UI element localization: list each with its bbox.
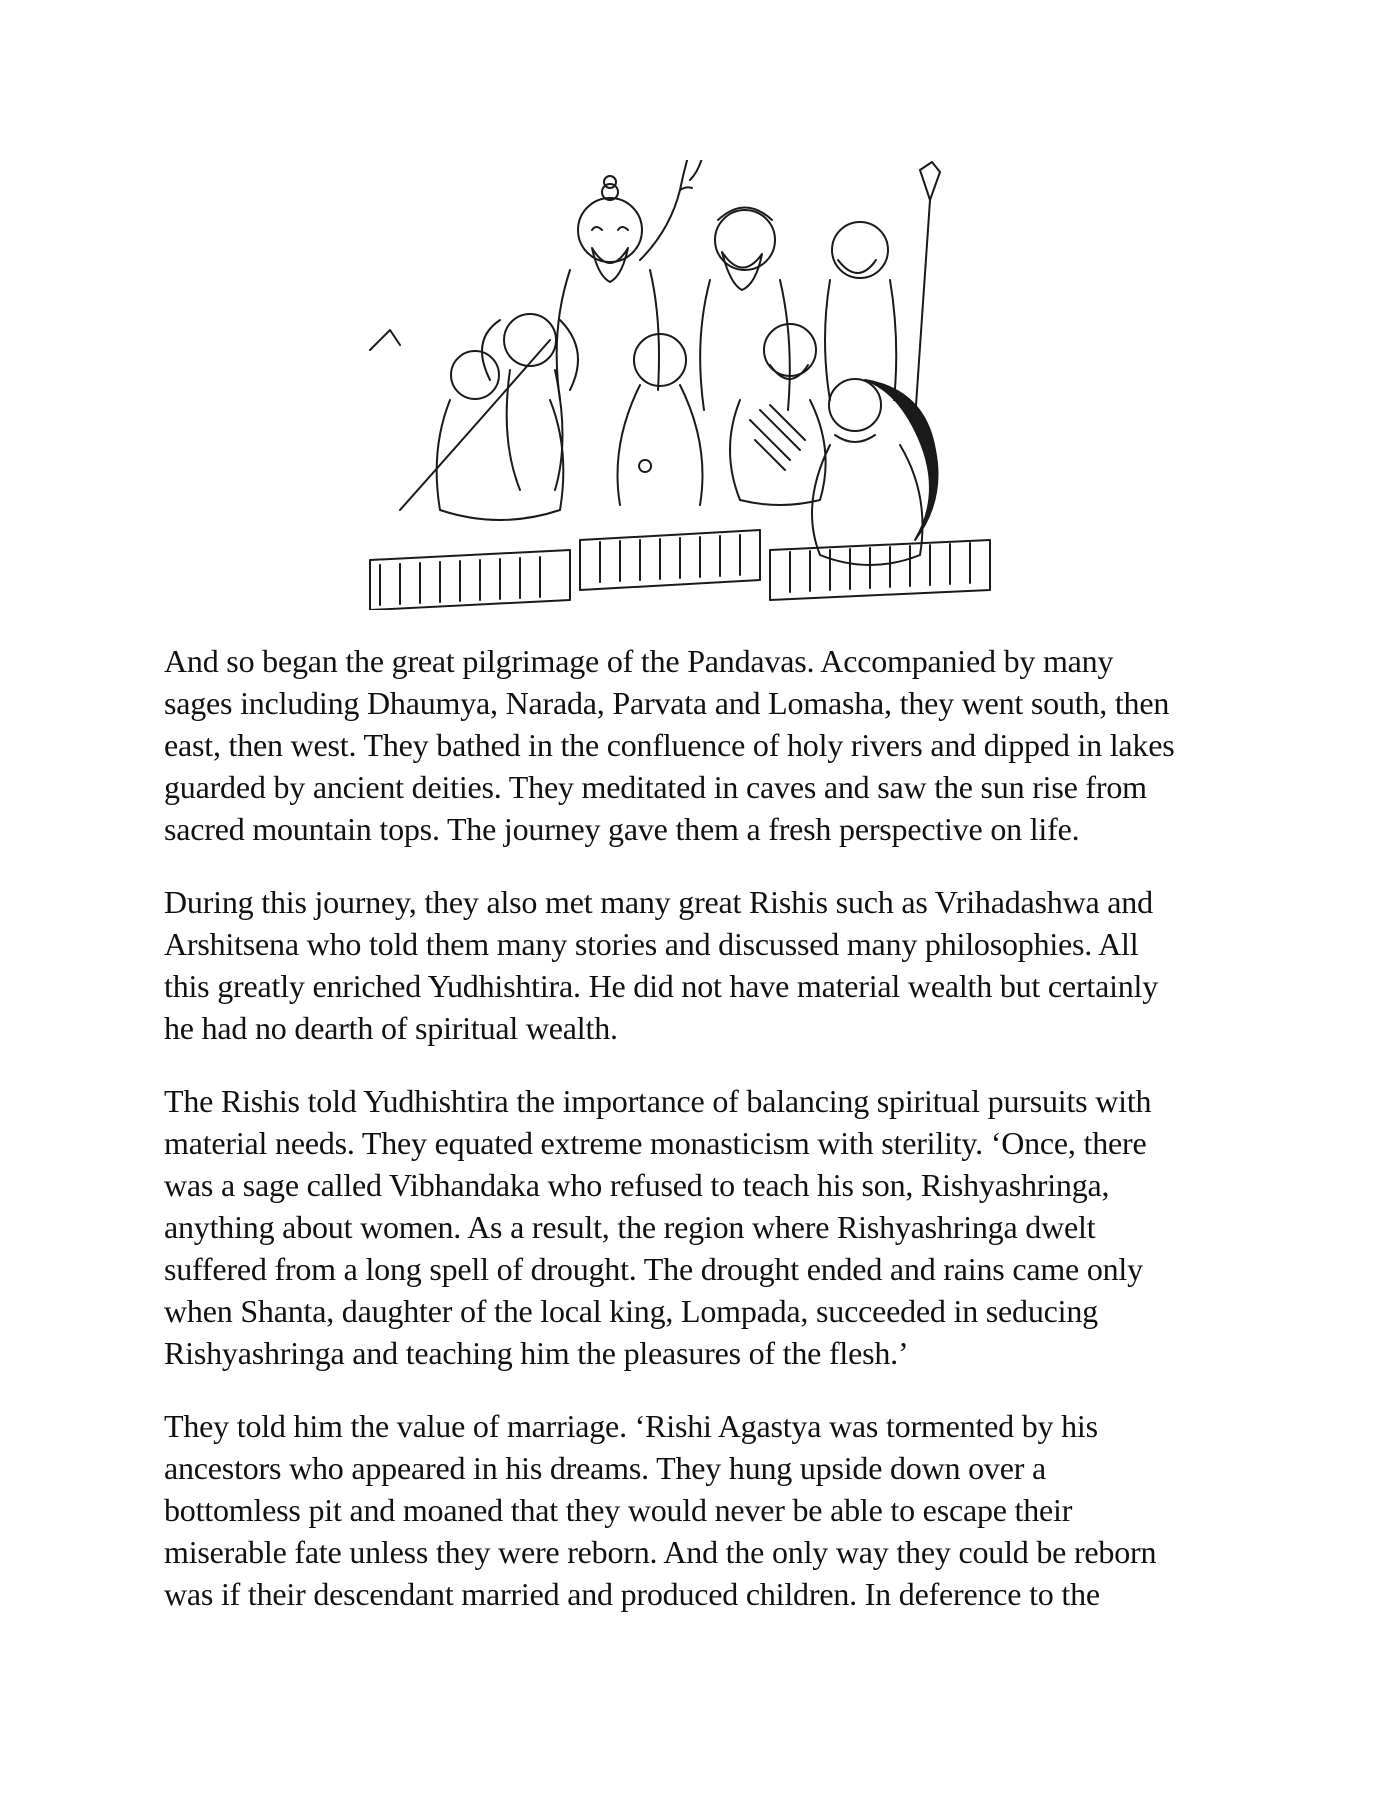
paragraph-value-of-marriage: They told him the value of marriage. ‘Rishi Agastya was tormented by his ancestors who appeared in his dreams. They hung upside down over a bottomless pit and moaned that they would never be able to escape their miserable fate unless they were reborn. And the only way they could be reborn was if their descendant married and produced children. In deference to the xyxy=(164,1408,1157,1612)
woman-figure-dark-hair xyxy=(812,379,938,565)
bearded-figure-patterned-robe xyxy=(730,324,826,505)
paragraph-pilgrimage: And so began the great pilgrimage of the Pandavas. Accompanied by many sages including Dhaumya, Narada, Parvata and Lomasha, they went south, then east, then west. They bathed in the confluence of holy rivers and dipped in lakes guarded by ancient deities. They meditated in caves and saw the sun rise from sacred mountain tops. The journey gave them a fresh perspective on life. xyxy=(164,643,1175,847)
left-figure-with-bow xyxy=(370,330,563,520)
paragraph-balancing-pursuits: The Rishis told Yudhishtira the importance of balancing spiritual pursuits with material needs. They equated extreme monasticism with sterility. ‘Once, there was a sage called Vibhandaka who refused to teach his son, Rishyashringa, anything about women. As a result, the region where Rishyashringa dwelt suffered from a long spell of drought. The drought ended and rains came only when Shanta, daughter of the local king, Lompada, succeeded in seducing Rishyashringa and teaching him the pleasures of the flesh.’ xyxy=(164,1083,1152,1371)
second-sage-figure xyxy=(700,208,790,411)
group-figures-drawing-icon xyxy=(360,160,1020,610)
seat-platforms xyxy=(370,530,990,610)
central-seated-figure xyxy=(618,334,703,505)
body-text xyxy=(164,640,1224,1646)
paragraph-rishis-journey: During this journey, they also met many great Rishis such as Vrihadashwa and Arshitsena who told them many stories and discussed many philosophies. All this greatly enriched Yudhishtira. He did not have material wealth but certainly he had no dearth of spiritual wealth. xyxy=(164,884,1159,1046)
pandavas-sages-illustration xyxy=(360,160,1020,610)
